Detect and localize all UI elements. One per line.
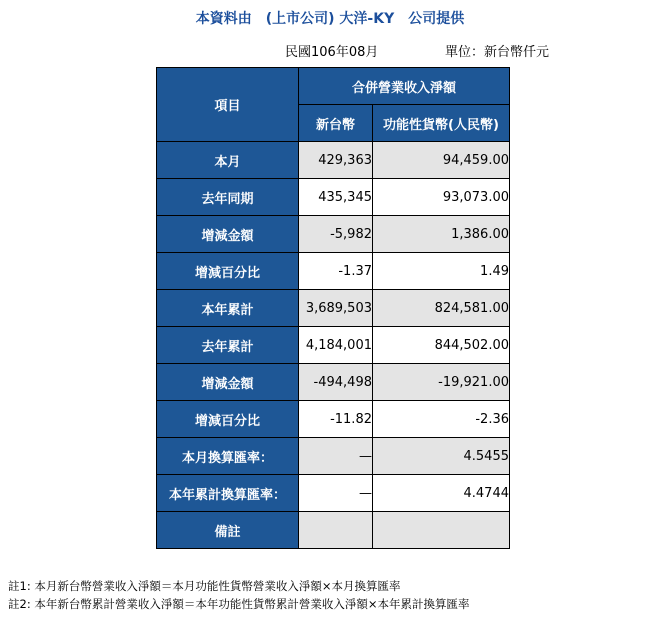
row-label: 增減金額 (157, 364, 299, 401)
table-row (157, 438, 510, 475)
report-unit: 單位：新台幣仟元 (445, 45, 550, 60)
row-label: 去年同期 (157, 179, 299, 216)
functional-value: 1,386.00 (373, 216, 510, 253)
table-row (157, 179, 510, 216)
twd-value: 3,689,503 (299, 290, 373, 327)
row-label: 本月 (157, 142, 299, 179)
functional-value: 93,073.00 (373, 179, 510, 216)
row-label: 去年累計 (157, 327, 299, 364)
twd-value: -11.82 (299, 401, 373, 438)
footnotes (8, 577, 469, 613)
row-label: 增減百分比 (157, 401, 299, 438)
item-column-header: 項目 (157, 68, 299, 142)
functional-value: 824,581.00 (373, 290, 510, 327)
report-title: 本資料由 (上市公司) 大洋-KY 公司提供 (195, 11, 465, 27)
row-label: 本年累計 (157, 290, 299, 327)
table-row (157, 290, 510, 327)
group-column-header: 合併營業收入淨額 (299, 68, 510, 105)
row-label: 增減百分比 (157, 253, 299, 290)
table-row (157, 327, 510, 364)
functional-value (373, 512, 510, 549)
twd-value: 4,184,001 (299, 327, 373, 364)
twd-value: — (299, 438, 373, 475)
functional-value: 1.49 (373, 253, 510, 290)
row-label: 增減金額 (157, 216, 299, 253)
report-period: 民國106年08月 (285, 45, 379, 60)
twd-value: 435,345 (299, 179, 373, 216)
functional-value: 4.4744 (373, 475, 510, 512)
table-row (157, 216, 510, 253)
twd-column-header: 新台幣 (299, 105, 373, 142)
twd-value (299, 512, 373, 549)
functional-value: -2.36 (373, 401, 510, 438)
functional-value: 4.5455 (373, 438, 510, 475)
functional-value: 844,502.00 (373, 327, 510, 364)
revenue-table (156, 67, 510, 549)
row-label: 本年累計換算匯率： (157, 475, 299, 512)
header-row-1 (157, 68, 510, 105)
table-row (157, 512, 510, 549)
twd-value: -1.37 (299, 253, 373, 290)
row-label: 本月換算匯率： (157, 438, 299, 475)
footnote-1: 註1: 本月新台幣營業收入淨額＝本月功能性貨幣營業收入淨額×本月換算匯率 (8, 579, 401, 593)
twd-value: -5,982 (299, 216, 373, 253)
footnote-2: 註2: 本年新台幣累計營業收入淨額＝本年功能性貨幣累計營業收入淨額×本年累計換算匯率 (8, 597, 470, 611)
table-row (157, 401, 510, 438)
table-row (157, 364, 510, 401)
twd-value: 429,363 (299, 142, 373, 179)
functional-value: -19,921.00 (373, 364, 510, 401)
twd-value: — (299, 475, 373, 512)
table-row (157, 253, 510, 290)
table-body (157, 142, 510, 549)
table-row (157, 142, 510, 179)
functional-value: 94,459.00 (373, 142, 510, 179)
table-row (157, 475, 510, 512)
functional-currency-column-header: 功能性貨幣(人民幣) (373, 105, 510, 142)
twd-value: -494,498 (299, 364, 373, 401)
row-label: 備註 (157, 512, 299, 549)
